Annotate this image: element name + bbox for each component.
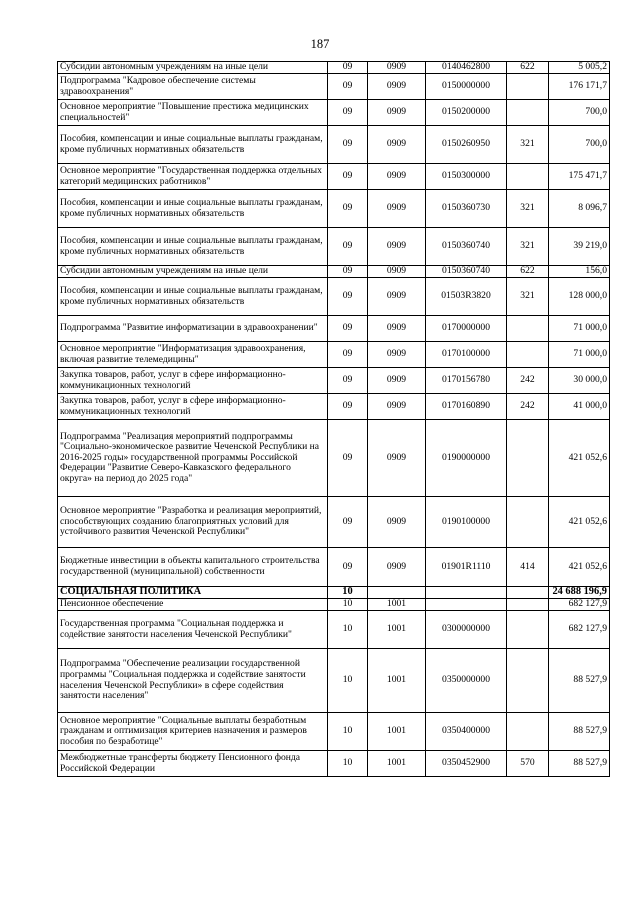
row-target-code: 01503R3820: [426, 278, 507, 316]
table-row: [58, 62, 610, 74]
row-target-code: 0150200000: [426, 100, 507, 126]
row-target-code: 0170000000: [426, 316, 507, 342]
row-section-code: 0909: [368, 420, 426, 497]
row-target-code: 0190100000: [426, 497, 507, 548]
row-amount: 700,0: [549, 126, 610, 164]
row-expense-type: [507, 599, 549, 611]
row-amount: 421 052,6: [549, 420, 610, 497]
row-amount: 8 096,7: [549, 190, 610, 228]
table-row: [58, 316, 610, 342]
row-target-code: 01901R1110: [426, 548, 507, 587]
row-ministry-code: 09: [328, 266, 368, 278]
table-row: [58, 100, 610, 126]
row-ministry-code: 09: [328, 342, 368, 368]
row-ministry-code: 09: [328, 420, 368, 497]
row-amount: 128 000,0: [549, 278, 610, 316]
row-target-code: 0170100000: [426, 342, 507, 368]
row-name: Основное мероприятие "Социальные выплаты безработным гражданам и оптимизация критериев назначения и размеров пособия по безработице": [58, 713, 328, 751]
row-name: Подпрограмма "Развитие информатизации в здравоохранении": [58, 316, 328, 342]
row-expense-type: 321: [507, 228, 549, 266]
row-section-code: 0909: [368, 497, 426, 548]
row-name: Государственная программа "Социальная поддержка и содействие занятости населения Чеченской Республики": [58, 611, 328, 649]
row-amount: 71 000,0: [549, 316, 610, 342]
table-row: [58, 649, 610, 713]
row-ministry-code: 10: [328, 713, 368, 751]
row-target-code: 0150300000: [426, 164, 507, 190]
row-section-code: 0909: [368, 228, 426, 266]
row-name: Пособия, компенсации и иные социальные выплаты гражданам, кроме публичных нормативных обязательств: [58, 190, 328, 228]
row-expense-type: 414: [507, 548, 549, 587]
row-name: Основное мероприятие "Повышение престижа медицинских специальностей": [58, 100, 328, 126]
row-section-code: 0909: [368, 342, 426, 368]
row-section-code: 0909: [368, 190, 426, 228]
table-row: [58, 342, 610, 368]
row-amount: 88 527,9: [549, 649, 610, 713]
row-name: Основное мероприятие "Государственная поддержка отдельных категорий медицинских работников": [58, 164, 328, 190]
row-name: Подпрограмма "Обеспечение реализации государственной программы "Социальная поддержка и содействие занятости населения Чеченской Республики» в сфере содействия занятости населения": [58, 649, 328, 713]
row-section-code: [368, 587, 426, 599]
row-target-code: 0350400000: [426, 713, 507, 751]
row-name: Субсидии автономным учреждениям на иные цели: [58, 266, 328, 278]
row-name: Пособия, компенсации и иные социальные выплаты гражданам, кроме публичных нормативных обязательств: [58, 126, 328, 164]
row-ministry-code: 10: [328, 599, 368, 611]
row-section-code: 0909: [368, 126, 426, 164]
row-name: Пенсионное обеспечение: [58, 599, 328, 611]
row-section-code: 0909: [368, 62, 426, 74]
row-ministry-code: 09: [328, 548, 368, 587]
row-section-code: 0909: [368, 266, 426, 278]
row-ministry-code: 09: [328, 316, 368, 342]
page-number: 187: [310, 37, 330, 51]
row-ministry-code: 09: [328, 497, 368, 548]
row-target-code: [426, 587, 507, 599]
row-target-code: 0150260950: [426, 126, 507, 164]
row-target-code: 0170160890: [426, 394, 507, 420]
row-expense-type: 242: [507, 368, 549, 394]
table-row: [58, 74, 610, 100]
row-expense-type: 321: [507, 278, 549, 316]
row-name: Межбюджетные трансферты бюджету Пенсионного фонда Российской Федерации: [58, 751, 328, 777]
row-expense-type: [507, 342, 549, 368]
row-expense-type: [507, 713, 549, 751]
row-ministry-code: 10: [328, 751, 368, 777]
row-ministry-code: 09: [328, 74, 368, 100]
row-expense-type: [507, 587, 549, 599]
table-row: [58, 611, 610, 649]
row-name: Закупка товаров, работ, услуг в сфере информационно-коммуникационных технологий: [58, 368, 328, 394]
row-ministry-code: 09: [328, 100, 368, 126]
row-name: СОЦИАЛЬНАЯ ПОЛИТИКА: [58, 587, 328, 599]
row-amount: 421 052,6: [549, 548, 610, 587]
table-row: [58, 368, 610, 394]
row-name: Пособия, компенсации и иные социальные выплаты гражданам, кроме публичных нормативных обязательств: [58, 228, 328, 266]
row-ministry-code: 09: [328, 126, 368, 164]
row-expense-type: [507, 420, 549, 497]
budget-table-body: [58, 62, 610, 777]
row-section-code: 1001: [368, 611, 426, 649]
row-amount: 175 471,7: [549, 164, 610, 190]
row-section-code: 1001: [368, 751, 426, 777]
row-ministry-code: 09: [328, 394, 368, 420]
row-name: Пособия, компенсации и иные социальные выплаты гражданам, кроме публичных нормативных обязательств: [58, 278, 328, 316]
table-row: [58, 497, 610, 548]
table-row: [58, 713, 610, 751]
row-expense-type: 622: [507, 62, 549, 74]
row-expense-type: 321: [507, 126, 549, 164]
table-row: [58, 599, 610, 611]
row-ministry-code: 10: [328, 587, 368, 599]
row-name: Подпрограмма "Кадровое обеспечение системы здравоохранения": [58, 74, 328, 100]
row-name: Основное мероприятие "Разработка и реализация мероприятий, способствующих созданию благоприятных условий для устойчивого развития Чеченской Республики": [58, 497, 328, 548]
row-section-code: 0909: [368, 394, 426, 420]
row-expense-type: [507, 649, 549, 713]
row-ministry-code: 10: [328, 611, 368, 649]
row-amount: 421 052,6: [549, 497, 610, 548]
row-expense-type: [507, 316, 549, 342]
row-ministry-code: 09: [328, 228, 368, 266]
row-amount: 700,0: [549, 100, 610, 126]
row-target-code: 0300000000: [426, 611, 507, 649]
row-target-code: 0350452900: [426, 751, 507, 777]
table-row: [58, 420, 610, 497]
row-expense-type: 321: [507, 190, 549, 228]
row-target-code: 0170156780: [426, 368, 507, 394]
table-row: [58, 126, 610, 164]
table-row: [58, 190, 610, 228]
row-section-code: 0909: [368, 164, 426, 190]
row-amount: 156,0: [549, 266, 610, 278]
row-amount: 682 127,9: [549, 611, 610, 649]
table-row: [58, 164, 610, 190]
row-section-code: 0909: [368, 278, 426, 316]
row-section-code: 1001: [368, 649, 426, 713]
row-expense-type: [507, 497, 549, 548]
row-name: Субсидии автономным учреждениям на иные цели: [58, 62, 328, 74]
row-amount: 682 127,9: [549, 599, 610, 611]
row-amount: 176 171,7: [549, 74, 610, 100]
row-amount: 41 000,0: [549, 394, 610, 420]
row-amount: 88 527,9: [549, 713, 610, 751]
row-expense-type: 242: [507, 394, 549, 420]
row-expense-type: 570: [507, 751, 549, 777]
row-target-code: 0150000000: [426, 74, 507, 100]
row-amount: 30 000,0: [549, 368, 610, 394]
row-expense-type: [507, 611, 549, 649]
row-expense-type: [507, 74, 549, 100]
row-ministry-code: 09: [328, 368, 368, 394]
row-section-code: 0909: [368, 316, 426, 342]
table-row: [58, 587, 610, 599]
row-ministry-code: 09: [328, 190, 368, 228]
row-target-code: 0140462800: [426, 62, 507, 74]
row-amount: 5 005,2: [549, 62, 610, 74]
row-name: Бюджетные инвестиции в объекты капитального строительства государственной (муниципальной) собственности: [58, 548, 328, 587]
row-name: Основное мероприятие "Информатизация здравоохранения, включая развитие телемедицины": [58, 342, 328, 368]
row-ministry-code: 09: [328, 278, 368, 316]
row-section-code: 1001: [368, 713, 426, 751]
row-target-code: 0150360740: [426, 228, 507, 266]
row-expense-type: [507, 164, 549, 190]
table-row: [58, 751, 610, 777]
row-name: Закупка товаров, работ, услуг в сфере информационно-коммуникационных технологий: [58, 394, 328, 420]
row-section-code: 1001: [368, 599, 426, 611]
row-target-code: 0190000000: [426, 420, 507, 497]
row-section-code: 0909: [368, 74, 426, 100]
row-amount: 39 219,0: [549, 228, 610, 266]
row-amount: 24 688 196,9: [549, 587, 610, 599]
table-row: [58, 278, 610, 316]
row-name: Подпрограмма "Реализация мероприятий подпрограммы "Социально-экономическое развитие Чеченской Республики на 2016-2025 годы» государственной программы Российской Федерации "Развитие Северо-Кавказского федерального округа» на период до 2025 года": [58, 420, 328, 497]
table-row: [58, 228, 610, 266]
table-row: [58, 266, 610, 278]
row-ministry-code: 10: [328, 649, 368, 713]
table-row: [58, 548, 610, 587]
row-section-code: 0909: [368, 100, 426, 126]
row-section-code: 0909: [368, 368, 426, 394]
row-expense-type: [507, 100, 549, 126]
row-ministry-code: 09: [328, 164, 368, 190]
row-amount: 71 000,0: [549, 342, 610, 368]
row-ministry-code: 09: [328, 62, 368, 74]
row-target-code: 0150360730: [426, 190, 507, 228]
table-row: [58, 394, 610, 420]
row-target-code: 0150360740: [426, 266, 507, 278]
row-section-code: 0909: [368, 548, 426, 587]
budget-table: [57, 61, 610, 777]
row-expense-type: 622: [507, 266, 549, 278]
row-amount: 88 527,9: [549, 751, 610, 777]
row-target-code: [426, 599, 507, 611]
row-target-code: 0350000000: [426, 649, 507, 713]
